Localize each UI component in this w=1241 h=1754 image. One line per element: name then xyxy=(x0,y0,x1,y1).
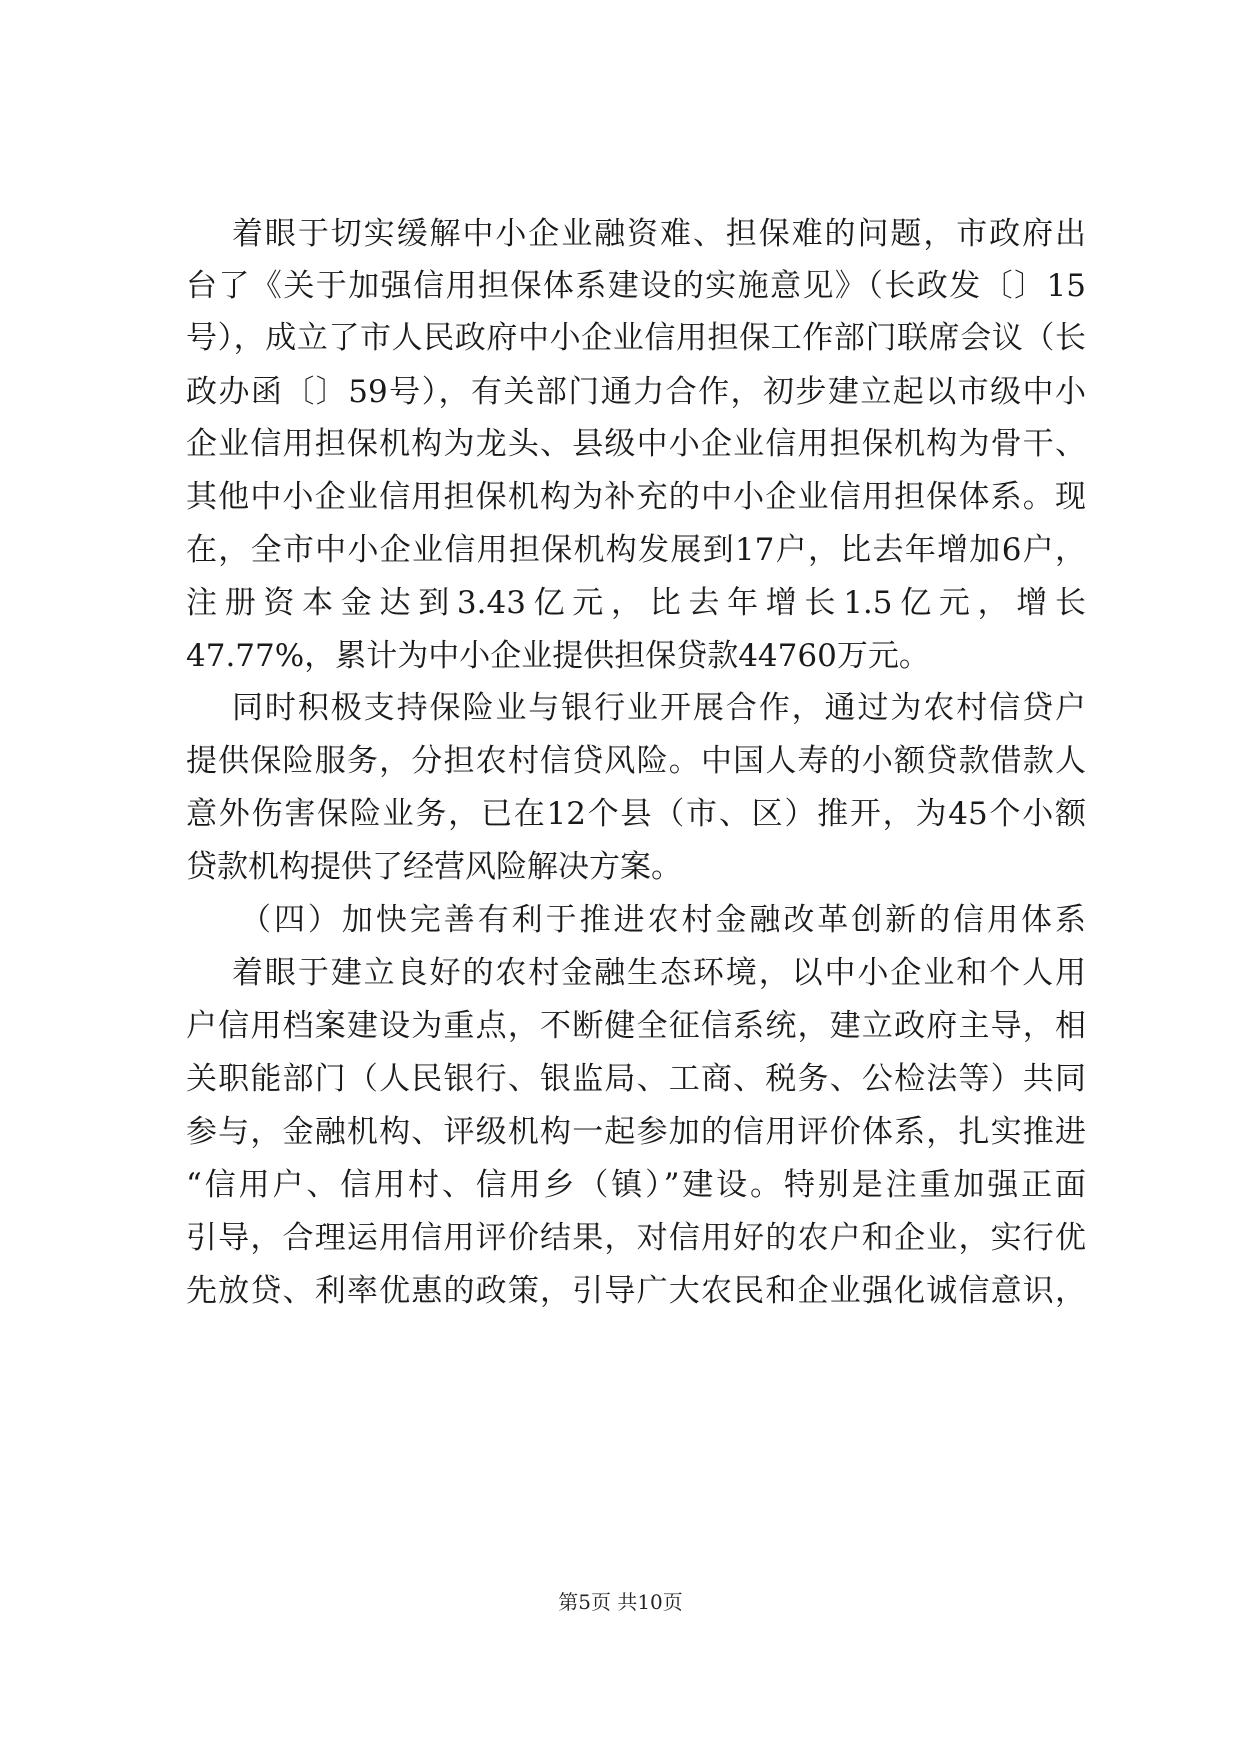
paragraph-1-line-6: 其他中小企业信用担保机构为补充的中小企业信用担保体系。现 xyxy=(186,479,1086,515)
paragraph-3-line-1: 着眼于建立良好的农村金融生态环境，以中小企业和个人用 xyxy=(232,955,1086,991)
paragraph-1-line-4: 政办函〔〕59号），有关部门通力合作，初步建立起以市级中小 xyxy=(186,374,1086,410)
paragraph-2-line-1: 同时积极支持保险业与银行业开展合作，通过为农村信贷户 xyxy=(232,690,1086,726)
paragraph-3-line-7: 先放贷、利率优惠的政策，引导广大农民和企业强化诚信意识， xyxy=(186,1273,1086,1309)
paragraph-3-line-6: 引导，合理运用信用评价结果，对信用好的农户和企业，实行优 xyxy=(186,1220,1086,1256)
paragraph-1-line-3: 号），成立了市人民政府中小企业信用担保工作部门联席会议（长 xyxy=(186,320,1086,356)
paragraph-1-line-2: 台了《关于加强信用担保体系建设的实施意见》（长政发〔〕15 xyxy=(186,268,1086,304)
paragraph-1-line-9: 47.77%，累计为中小企业提供担保贷款44760万元。 xyxy=(186,638,930,674)
paragraph-1-line-5: 企业信用担保机构为龙头、县级中小企业信用担保机构为骨干、 xyxy=(186,426,1086,462)
page-number-footer: 第5页 共10页 xyxy=(558,1590,683,1614)
paragraph-1-line-7: 在，全市中小企业信用担保机构发展到17户，比去年增加6户， xyxy=(186,532,1086,568)
paragraph-2-line-2: 提供保险服务，分担农村信贷风险。中国人寿的小额贷款借款人 xyxy=(186,743,1086,779)
paragraph-1-line-8: 注册资本金达到3.43亿元，比去年增长1.5亿元，增长 xyxy=(186,585,1086,621)
paragraph-3-line-5: “信用户、信用村、信用乡（镇）”建设。特别是注重加强正面 xyxy=(186,1167,1086,1203)
paragraph-2-line-3: 意外伤害保险业务，已在12个县（市、区）推开，为45个小额 xyxy=(186,796,1086,832)
section-heading: （四）加快完善有利于推进农村金融改革创新的信用体系 xyxy=(240,902,1086,938)
paragraph-2-line-4: 贷款机构提供了经营风险解决方案。 xyxy=(186,849,682,885)
paragraph-3-line-2: 户信用档案建设为重点，不断健全征信系统，建立政府主导，相 xyxy=(186,1008,1086,1044)
paragraph-3-line-3: 关职能部门（人民银行、银监局、工商、税务、公检法等）共同 xyxy=(186,1061,1086,1097)
paragraph-1-line-1: 着眼于切实缓解中小企业融资难、担保难的问题，市政府出 xyxy=(232,216,1086,252)
paragraph-3-line-4: 参与，金融机构、评级机构一起参加的信用评价体系，扎实推进 xyxy=(186,1114,1086,1150)
